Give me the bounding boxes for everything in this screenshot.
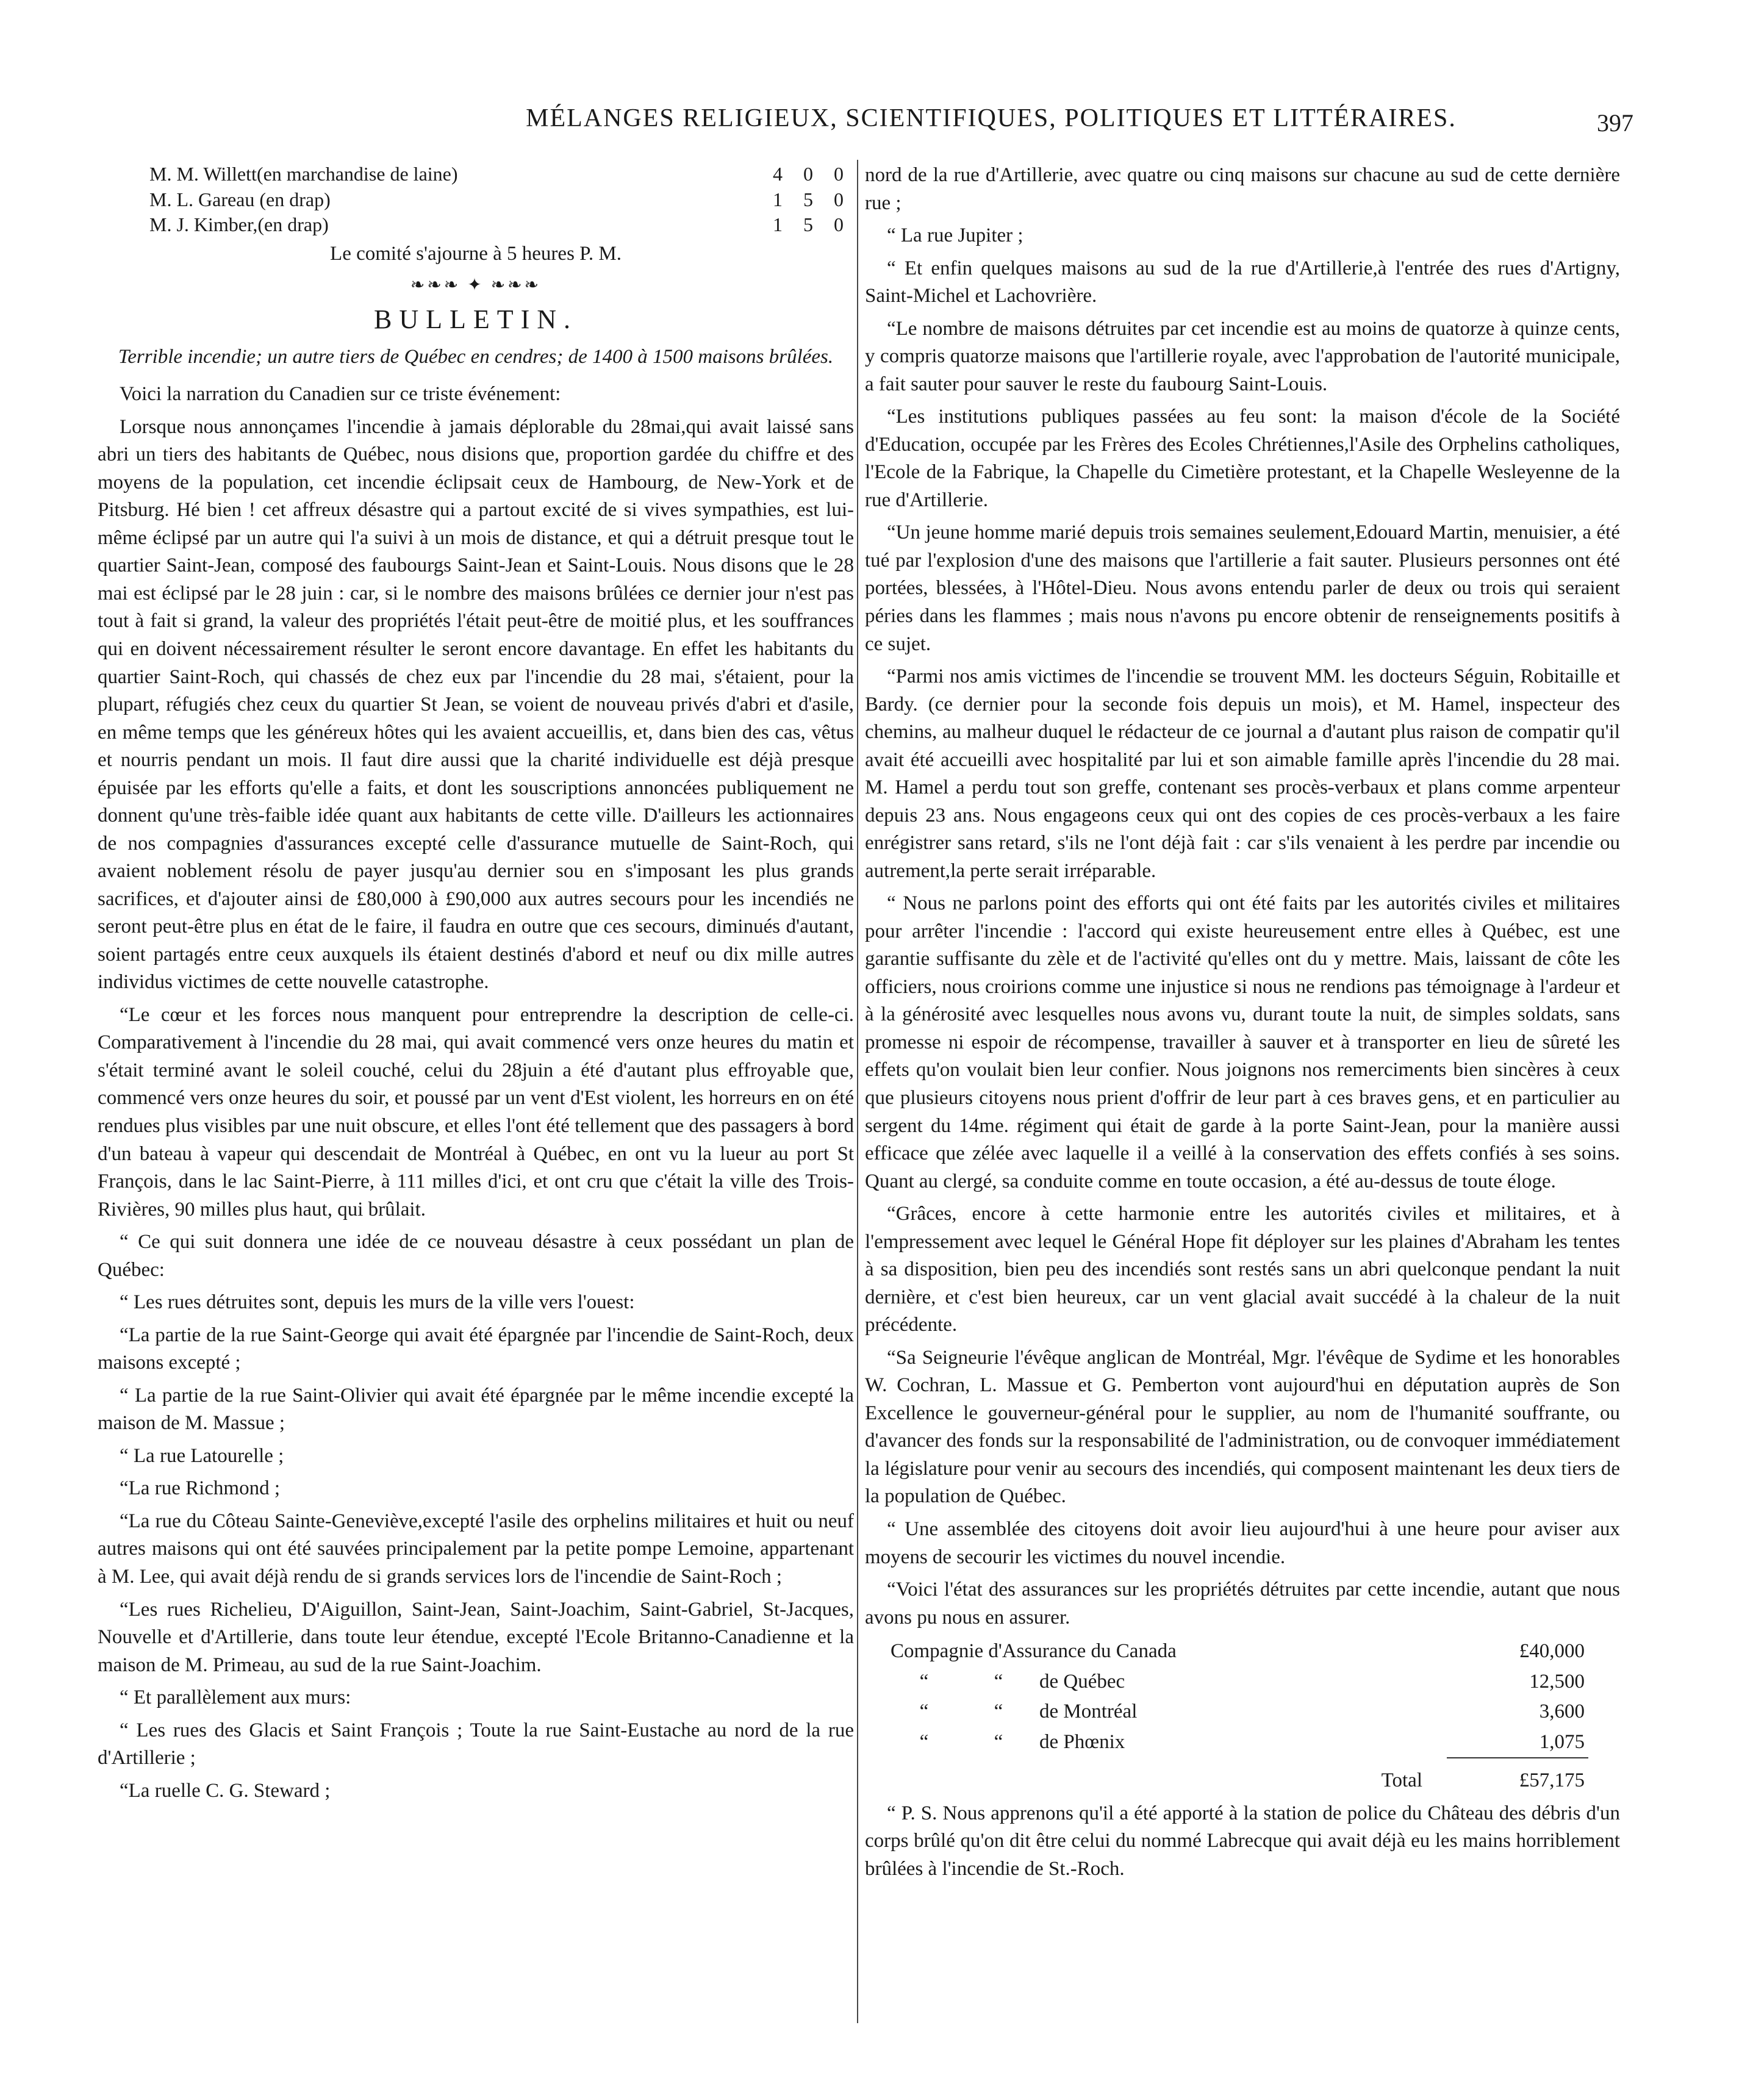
paragraph: “Le cœur et les forces nous manquent pour entreprendre la description de celle-ci. Comparativement à l'incendie du 28 mai, qui avait commencé vers onze heures du matin et s'était terminé avant le soleil couché, celui du 28juin a été d'autant plus effroyable que, commencé vers onze heures du soir, et poussé par un vent d'Est violent, les horreurs en on été rendues plus visibles par une nuit obscure, et elles l'ont été tellement que des passagers à bord d'un bateau à vapeur qui descendait de Montréal à Québec, en ont vu la lueur au port St François, dans le lac Saint-Pierre, à 111 milles d'ici, et ont cru que c'était la ville des Trois-Rivières, 90 milles plus haut, qui brûlait.	[98, 1003, 854, 1220]
ledger-value: 5	[803, 213, 813, 236]
paragraph: “ Une assemblée des citoyens doit avoir lieu aujourd'hui à une heure pour aviser aux moyens de secourir les victimes du nouvel incendie.	[865, 1518, 1620, 1568]
ditto-mark: “	[919, 1731, 929, 1754]
insurance-amount: 1,075	[1539, 1730, 1585, 1753]
insurance-company: de Phœnix	[1039, 1731, 1125, 1754]
insurance-table	[887, 1636, 1588, 1796]
bulletin-subtitle: Terrible incendie; un autre tiers de Québec en cendres; de 1400 à 1500 maisons brûlées.	[118, 345, 834, 368]
running-header: MÉLANGES RELIGIEUX, SCIENTIFIQUES, POLITIQUES ET LITTÉRAIRES.	[526, 104, 1457, 132]
paragraph: “La partie de la rue Saint-George qui avait été épargnée par l'incendie de Saint-Roch, deux maisons excepté ;	[98, 1324, 854, 1374]
closing-paragraph: “ P. S. Nous apprenons qu'il a été apporté à la station de police du Château des débris d'un corps brûlé qu'on dit être celui du nommé Labrecque qui avait déjà eu les mains horriblement brûlées à l'incendie de St.-Roch.	[865, 1802, 1620, 1880]
paragraph: “Les rues Richelieu, D'Aiguillon, Saint-Jean, Saint-Joachim, Saint-Gabriel, St-Jacques, Nouvelle et d'Artillerie, dans toute leur étendue, excepté l'Ecole Britanno-Canadienne et la maison de M. Primeau, au sud de la rue Saint-Joachim.	[98, 1598, 854, 1676]
insurance-amount: 12,500	[1529, 1670, 1585, 1693]
insurance-amount: 3,600	[1539, 1700, 1585, 1723]
paragraph: “Le nombre de maisons détruites par cet incendie est au moins de quatorze à quinze cents, y compris quatorze maisons que l'artillerie royale, avec l'approbation de l'autorité municipale, a fait sauter pour sauver le reste du faubourg Saint-Louis.	[865, 317, 1620, 395]
paragraph: Lorsque nous annonçames l'incendie à jamais déplorable du 28mai,qui avait laissé sans abri un tiers des habitants de Québec, nous disions que, proportion gardée du chiffre et des moyens de la population, cet incendie éclipsait ceux de Hambourg, de New-York et de Pitsburg. Hé bien ! cet affreux désastre qui a partout excité de si vives sympathies, est lui-même éclipsé par un autre qui l'a suivi à un mois de distance, et qui a détruit presque tout le quartier Saint-Jean, composé des faubourgs Saint-Jean et Saint-Louis. Nous disons que le 28 mai est éclipsé par le 28 juin : car, si le nombre des maisons brûlées ce dernier jour n'est pas tout à fait si grand, la valeur des propriétés l'était peut-être de moitié plus, et les souffrances qui en doivent nécessairement résulter le seront encore davantage. En effet les habitants du quartier Saint-Roch, qui chassés de chez eux par l'incendie du 28 mai, s'étaient, pour la plupart, réfugiés chez ceux du quartier St Jean, se voient de nouveau privés d'abri et d'asile, en même temps que les généreux hôtes qui les avaient accueillis, et, dans bien des cas, vêtus et nourris pendant un mois. Il faut dire aussi que la charité individuelle est déjà presque épuisée par les efforts qu'elle a faits, et dont les souscriptions annoncées publiquement ne donnent qu'une très-faible idée quant aux habitants de cette ville. D'ailleurs les actionnaires de nos compagnies d'assurances excepté celle d'assurance mutuelle de Saint-Roch, qui avaient noblement résolu de payer jusqu'au dernier sou en s'imposant les plus grands sacrifices, et d'ajouter ainsi de £80,000 à £90,000 aux autres secours pour les incendiés ne seront peut-être plus en état de le faire, il faudra en outre que ces secours, diminués d'autant, soient partagés entre ceux auxquels ils étaient destinés d'abord et neuf ou dix mille autres individus victimes de cette nouvelle catastrophe.	[98, 415, 854, 994]
table-row	[887, 1697, 1588, 1727]
paragraph: “ La partie de la rue Saint-Olivier qui avait été épargnée par le même incendie excepté la maison de M. Massue ;	[98, 1384, 854, 1435]
column-divider	[857, 160, 858, 2023]
ledger-value: 4	[773, 163, 783, 185]
table-row	[887, 1667, 1588, 1697]
paragraph: “ Ce qui suit donnera une idée de ce nouveau désastre à ceux possédant un plan de Québec:	[98, 1231, 854, 1281]
ledger-name: M. J. Kimber,(en drap)	[149, 213, 329, 236]
paragraph: “La rue Richmond ;	[120, 1477, 281, 1500]
paragraph: “Grâces, encore à cette harmonie entre les autorités civiles et militaires, et à l'empressement avec lequel le Général Hope fit déployer sur les plaines d'Abraham les tentes à sa disposition, bien peu des incendiés sont restés sans un abri quelconque pendant la nuit dernière, et c'est bien heureux, car un vent glacial avait succédé à la chaleur de la nuit précédente.	[865, 1203, 1620, 1336]
paragraph: “ Et parallèlement aux murs:	[120, 1686, 351, 1709]
ditto-mark: “	[994, 1700, 1003, 1723]
table-row	[887, 1727, 1588, 1758]
total-row	[887, 1758, 1588, 1796]
ornament-divider: ❧❧❧ ✦ ❧❧❧	[410, 276, 542, 295]
ledger-value: 0	[834, 163, 844, 185]
ditto-mark: “	[919, 1670, 929, 1693]
adjourn-line: Le comité s'ajourne à 5 heures P. M.	[330, 242, 622, 265]
paragraph: “ Les rues détruites sont, depuis les murs de la ville vers l'ouest:	[120, 1291, 635, 1314]
ledger-value: 1	[773, 188, 783, 210]
paragraph: “ Nous ne parlons point des efforts qui ont été faits par les autorités civiles et militaires pour arrêter l'incendie : l'accord qui existe heureusement entre elles à Québec, est une garantie suffisante du zèle et de l'activité qu'elles ont du y mettre. Mais, laissant de côte les officiers, nous croirions comme une injustice si nous ne rendions pas témoignage à l'ardeur et à la générosité avec lesquelles nous avons vu, durant toute la nuit, de simples soldats, sans promesse ni espoir de récompense, travailler à sauver et à transporter en lieu de sûreté les effets qu'on voulait bien leur confier. Nous joignons nos remerciments bien sincères à ceux que plusieurs citoyens nous prient d'offrir de leur part à ces braves gens, et en particulier au sergent du 14me. régiment qui était de garde à la porte Saint-Jean, pour la manière aussi efficace que zélée avec laquelle il a veillé à la conservation des effets confiés à ses soins. Quant au clergé, sa conduite comme en toute occasion, a été au-dessus de toute éloge.	[865, 892, 1620, 1192]
ledger-value: 0	[803, 163, 813, 185]
ledger-value: 0	[834, 213, 844, 236]
insurance-company: Compagnie d'Assurance du Canada	[891, 1640, 1177, 1663]
paragraph: “Les institutions publiques passées au feu sont: la maison d'école de la Société d'Education, occupée par les Frères des Ecoles Chrétiennes,l'Asile des Orphelins catholiques, l'Ecole de la Fabrique, la Chapelle du Cimetière protestant, et la Chapelle Wesleyenne de la rue d'Artillerie.	[865, 406, 1620, 511]
right-column	[865, 162, 1620, 1888]
total-label: Total	[1381, 1769, 1422, 1791]
left-column	[98, 162, 854, 1810]
paragraph: “Sa Seigneurie l'évêque anglican de Montréal, Mgr. l'évêque de Sydime et les honorables W. Cochran, L. Massue et G. Pemberton vont aujourd'hui en députation auprès de Son Excellence le gouverneur-général pour le supplier, au nom de l'humanité souffrante, ou d'avancer des fonds sur la responsabilité de l'administration, ou de convoquer immédiatement la législature pour venir au secours des incendiés, qui composent maintenant les deux tiers de la population de Québec.	[865, 1346, 1620, 1508]
paragraph: “ Les rues des Glacis et Saint François ; Toute la rue Saint-Eustache au nord de la rue d'Artillerie ;	[98, 1719, 854, 1769]
ledger-value: 5	[803, 188, 813, 210]
insurance-company: de Québec	[1039, 1670, 1125, 1693]
paragraph: “Un jeune homme marié depuis trois semaines seulement,Edouard Martin, menuisier, a été tué par l'explosion d'une des maisons que l'artillerie a fait sauter. Plusieurs personnes ont été portées, blessées, à l'Hôtel-Dieu. Nous avons entendu parler de deux ou trois qui seraient péries dans les flammes ; mais nous n'avons pu encore obtenir de renseignements positifs à ce sujet.	[865, 521, 1620, 655]
paragraph: “ La rue Jupiter ;	[887, 224, 1023, 247]
paragraph: nord de la rue d'Artillerie, avec quatre ou cinq maisons sur chacune au sud de cette dernière rue ;	[865, 164, 1620, 214]
ledger-list	[98, 162, 854, 238]
paragraph: “ La rue Latourelle ;	[120, 1444, 284, 1467]
paragraph: “ Et enfin quelques maisons au sud de la rue d'Artillerie,à l'entrée des rues d'Artigny, Saint-Michel et Lachovrière.	[865, 257, 1620, 307]
page-number: 397	[1597, 109, 1633, 137]
paragraph: “Voici l'état des assurances sur les propriétés détruites par cette incendie, autant que nous avons pu nous en assurer.	[865, 1579, 1620, 1629]
insurance-amount: £40,000	[1519, 1640, 1585, 1663]
ledger-value: 1	[773, 213, 783, 236]
table-row	[887, 1636, 1588, 1667]
paragraph: Voici la narration du Canadien sur ce triste événement:	[120, 383, 561, 406]
bulletin-title: BULLETIN.	[373, 304, 578, 334]
ditto-mark: “	[994, 1731, 1003, 1754]
ditto-mark: “	[994, 1670, 1003, 1693]
paragraph: “La rue du Côteau Sainte-Geneviève,excepté l'asile des orphelins militaires et huit ou neuf autres maisons qui ont été sauvées principalement par la petite pompe Lemoine, appartenant à M. Lee, qui avait déjà rendu de si grands services lors de l'incendie de Saint-Roch ;	[98, 1510, 854, 1588]
ditto-mark: “	[919, 1700, 929, 1723]
ledger-value: 0	[834, 188, 844, 210]
insurance-company: de Montréal	[1039, 1700, 1138, 1723]
ledger-name: M. L. Gareau (en drap)	[149, 188, 331, 210]
ledger-name: M. M. Willett(en marchandise de laine)	[149, 163, 458, 185]
total-amount: £57,175	[1447, 1758, 1588, 1796]
paragraph: “La ruelle C. G. Steward ;	[120, 1779, 331, 1802]
paragraph: “Parmi nos amis victimes de l'incendie se trouvent MM. les docteurs Séguin, Robitaille et Bardy. (ce dernier pour la seconde fois depuis un mois), et M. Hamel, inspecteur des chemins, au malheur duquel le rédacteur de ce journal a d'autant plus raison de compatir qu'il avait été accueilli avec hospitalité par lui et son aimable famille après l'incendie du 28 mai. M. Hamel a perdu tout son greffe, contenant ses procès-verbaux et plans comme arpenteur depuis 23 ans. Nous engageons ceux qui ont des copies de ces procès-verbaux a les faire enrégistrer sans retard, s'ils ne l'ont déjà fait : car s'ils venaient à les perdre par incendie ou autrement,la perte serait irréparable.	[865, 665, 1620, 882]
